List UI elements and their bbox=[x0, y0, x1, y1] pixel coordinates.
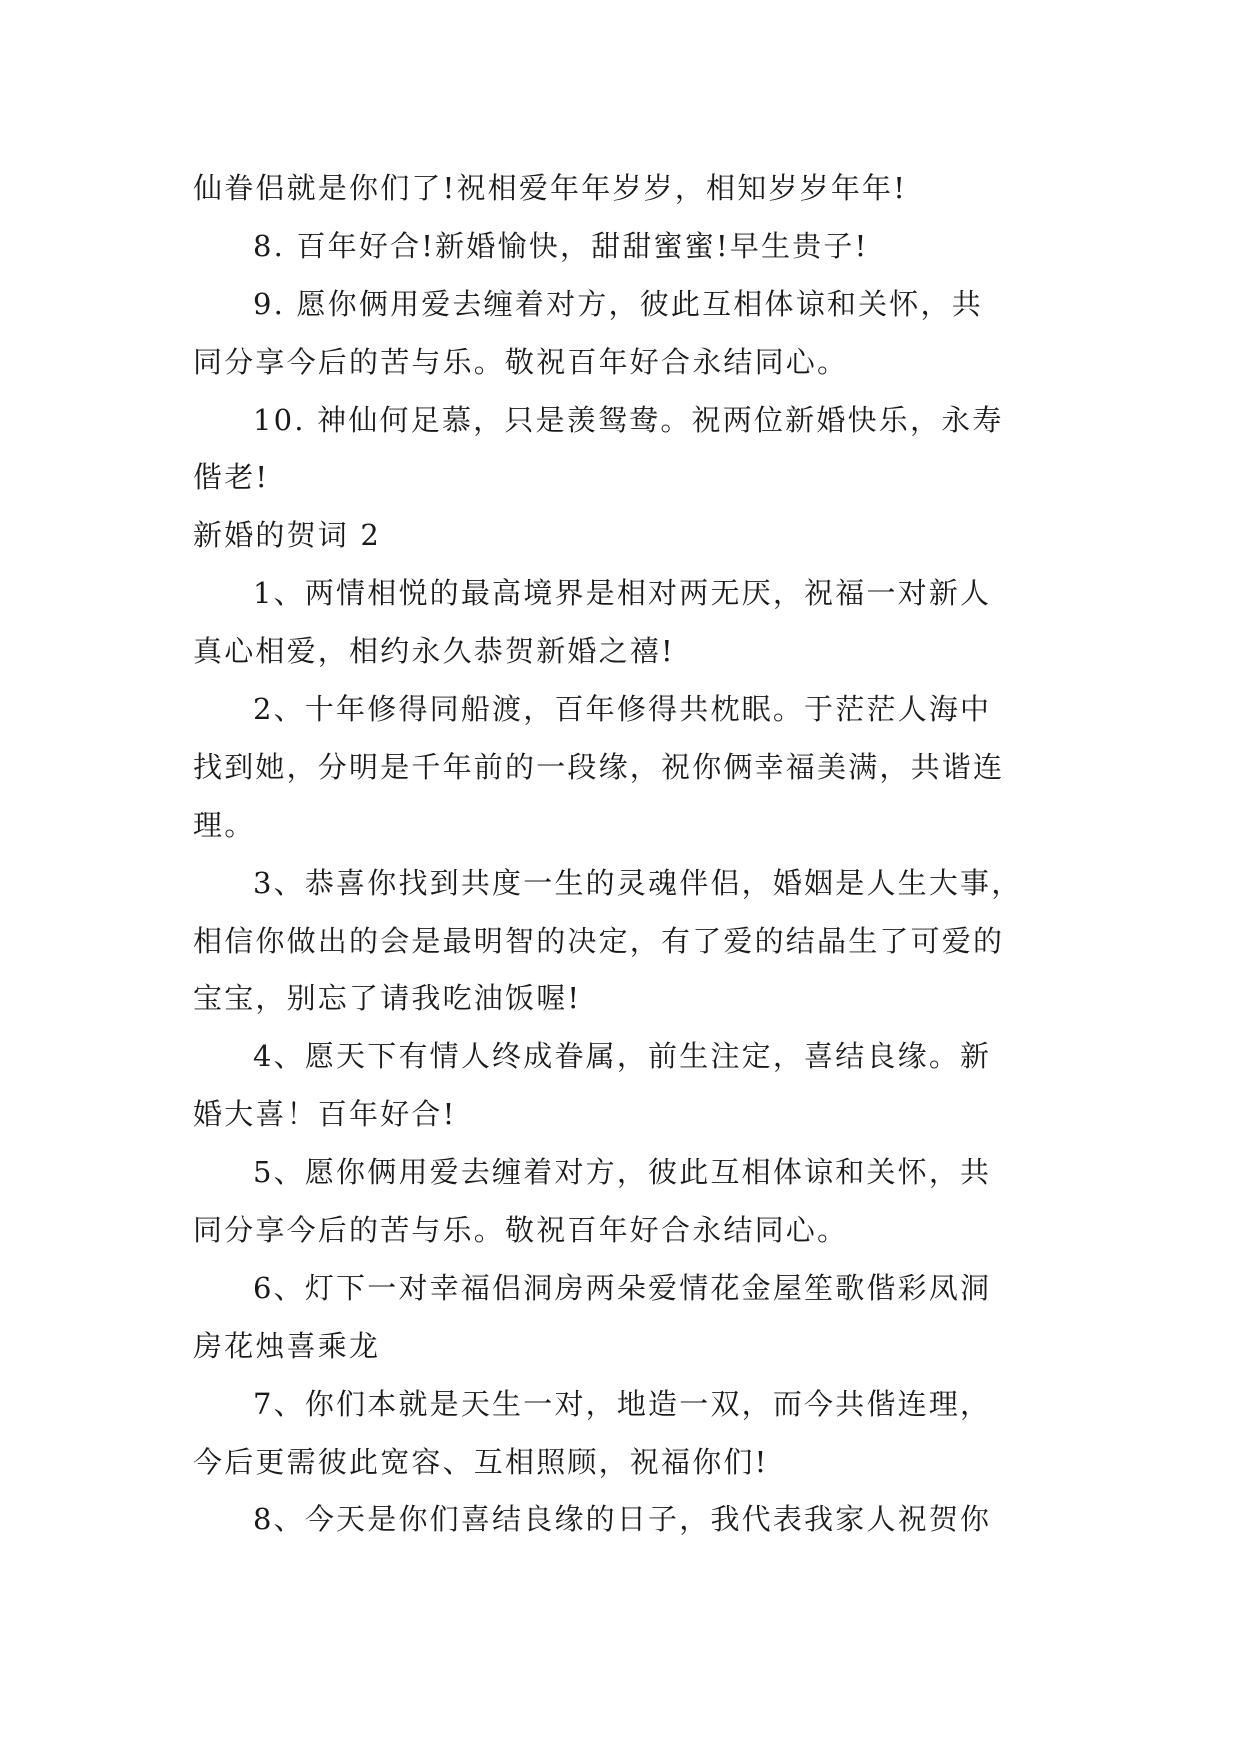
text-line: 找到她，分明是千年前的一段缘，祝你俩幸福美满，共谐连 bbox=[193, 749, 1005, 784]
text-line: 宝宝，别忘了请我吃油饭喔! bbox=[193, 981, 582, 1016]
text-line: 婚大喜！百年好合! bbox=[193, 1097, 457, 1132]
text-line: 相信你做出的会是最明智的决定，有了爱的结晶生了可爱的 bbox=[193, 923, 1005, 958]
text-line: 7、你们本就是天生一对，地造一双，而今共偕连理， bbox=[253, 1386, 992, 1421]
section-heading: 新婚的贺词 2 bbox=[193, 518, 382, 553]
text-line: 同分享今后的苦与乐。敬祝百年好合永结同心。 bbox=[193, 344, 849, 379]
text-line: 8、今天是你们喜结良缘的日子，我代表我家人祝贺你 bbox=[253, 1502, 992, 1537]
text-line: 房花烛喜乘龙 bbox=[193, 1328, 381, 1363]
text-line: 理。 bbox=[193, 807, 256, 842]
text-line: 8. 百年好合!新婚愉快，甜甜蜜蜜!早生贵子! bbox=[253, 228, 869, 263]
text-line: 2、十年修得同船渡，百年修得共枕眠。于茫茫人海中 bbox=[253, 692, 992, 727]
document-body bbox=[193, 160, 1053, 1549]
text-line: 同分享今后的苦与乐。敬祝百年好合永结同心。 bbox=[193, 1213, 849, 1248]
text-line: 10. 神仙何足慕，只是羡鸳鸯。祝两位新婚快乐，永寿 bbox=[253, 402, 1004, 437]
text-line: 今后更需彼此宽容、互相照顾，祝福你们! bbox=[193, 1444, 769, 1479]
text-line: 偕老! bbox=[193, 460, 270, 495]
text-line: 6、灯下一对幸福侣洞房两朵爱情花金屋笙歌偕彩凤洞 bbox=[253, 1270, 992, 1305]
text-line: 1、两情相悦的最高境界是相对两无厌，祝福一对新人 bbox=[253, 576, 992, 611]
text-line: 9. 愿你俩用爱去缠着对方，彼此互相体谅和关怀，共 bbox=[253, 286, 983, 321]
text-line: 真心相爱，相约永久恭贺新婚之禧! bbox=[193, 634, 675, 669]
text-line: 5、愿你俩用爱去缠着对方，彼此互相体谅和关怀，共 bbox=[253, 1155, 992, 1190]
text-line: 4、愿天下有情人终成眷属，前生注定，喜结良缘。新 bbox=[253, 1039, 992, 1074]
text-line: 仙眷侣就是你们了!祝相爱年年岁岁，相知岁岁年年! bbox=[193, 171, 908, 205]
text-line: 3、恭喜你找到共度一生的灵魂伴侣，婚姻是人生大事， bbox=[253, 865, 1023, 900]
